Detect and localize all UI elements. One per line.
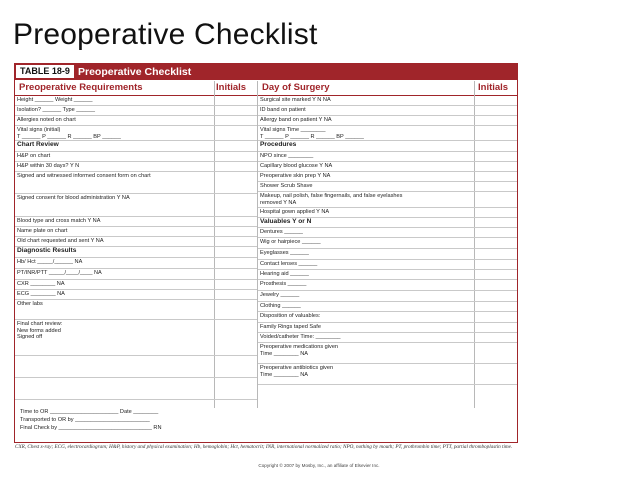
right-row: Preoperative skin prep Y NA xyxy=(258,172,517,182)
table-title: Preoperative Checklist xyxy=(78,66,192,78)
right-row: NPO since ________ xyxy=(258,152,517,162)
left-row: Isolation? ______ Type ______ xyxy=(15,106,257,116)
left-requirements-column xyxy=(15,96,257,400)
left-row: Signed consent for blood administration Y NA xyxy=(15,194,257,217)
left-row: Blood type and cross match Y NA xyxy=(15,217,257,227)
right-row: Contact lenses ______ xyxy=(258,260,517,270)
left-row: H&P on chart xyxy=(15,152,257,162)
table-header-bar xyxy=(15,64,517,80)
right-row: Procedures xyxy=(258,141,517,152)
right-row: Family Rings taped Safe xyxy=(258,323,517,333)
right-row: Jewelry ______ xyxy=(258,291,517,302)
right-row: Preoperative antibiotics given Time ________ NA xyxy=(258,364,517,385)
right-row: Surgical site marked Y N NA xyxy=(258,96,517,106)
left-column-header: Preoperative Requirements xyxy=(19,82,143,93)
left-row: CXR ________ NA xyxy=(15,280,257,290)
right-row: Prosthesis ______ xyxy=(258,280,517,291)
checklist-table xyxy=(14,63,518,443)
right-initials-header: Initials xyxy=(478,82,509,93)
left-row: Old chart requested and sent Y NA xyxy=(15,237,257,247)
table-footnote: CXR, Chest x-ray; ECG, electrocardiogram; H&P, history and physical examination; Hb, hemoglobin; Hct, hematocrit; INR, international normalized ratio; NPO, nothing by mouth; PT, prothrombin time; PTT, partial thromboplastin time. xyxy=(15,444,513,450)
left-row: Vital signs (initial) T ______ P ______ R ______ BP ______ xyxy=(15,126,257,141)
right-row: Wig or hairpiece ______ xyxy=(258,238,517,249)
right-row: Capillary blood glucose Y NA xyxy=(258,162,517,172)
right-column-header: Day of Surgery xyxy=(262,82,330,93)
left-row: Signed and witnessed informed consent form on chart xyxy=(15,172,257,194)
left-row xyxy=(15,356,257,378)
right-day-of-surgery-column xyxy=(258,96,517,385)
left-row: Hb/ Hct _____/______ NA xyxy=(15,258,257,269)
right-row: Eyeglasses ______ xyxy=(258,249,517,260)
right-row: Dentures ______ xyxy=(258,228,517,238)
copyright-line: Copyright © 2007 by Mosby, Inc., an affiliate of Elsevier Inc. xyxy=(258,463,380,468)
right-row: Voided/catheter Time: ________ xyxy=(258,333,517,343)
right-row: Makeup, nail polish, false fingernails, and false eyelashes removed Y NA xyxy=(258,192,517,208)
final-check-line: Final Check by ______________________________ RN xyxy=(20,425,162,431)
left-row: Chart Review xyxy=(15,141,257,152)
right-row: Disposition of valuables: xyxy=(258,312,517,323)
left-row: Allergies noted on chart xyxy=(15,116,257,126)
left-row: ECG ________ NA xyxy=(15,290,257,300)
left-row: PT/INR/PTT _____/____/____ NA xyxy=(15,269,257,280)
left-row: Name plate on chart xyxy=(15,227,257,237)
bottom-signoff xyxy=(15,408,517,432)
transported-by-line: Transported to OR by ________________________ xyxy=(20,417,150,423)
right-row: Clothing ______ xyxy=(258,302,517,312)
left-initials-header: Initials xyxy=(216,82,247,93)
left-row: Final chart review: New forms added Signed off xyxy=(15,320,257,356)
right-row: Valuables Y or N xyxy=(258,218,517,228)
time-to-or-line: Time to OR ______________________ Date ________ xyxy=(20,409,159,415)
slide-title: Preoperative Checklist xyxy=(13,18,318,51)
table-tag: TABLE 18-9 xyxy=(16,65,74,78)
right-row: Hearing aid ______ xyxy=(258,270,517,280)
right-row: ID band on patient xyxy=(258,106,517,116)
left-row xyxy=(15,378,257,400)
right-row: Hospital gown applied Y NA xyxy=(258,208,517,218)
right-row: Preoperative medications given Time ________ NA xyxy=(258,343,517,364)
left-row: Diagnostic Results xyxy=(15,247,257,258)
right-row: Allergy band on patient Y NA xyxy=(258,116,517,126)
right-row: Shower Scrub Shave xyxy=(258,182,517,192)
left-row: Other labs xyxy=(15,300,257,320)
left-row: Height ______ Weight ______ xyxy=(15,96,257,106)
left-row: H&P within 30 days? Y N xyxy=(15,162,257,172)
right-row: Vital signs Time ________ T ______ P ______ R ______ BP ______ xyxy=(258,126,517,141)
